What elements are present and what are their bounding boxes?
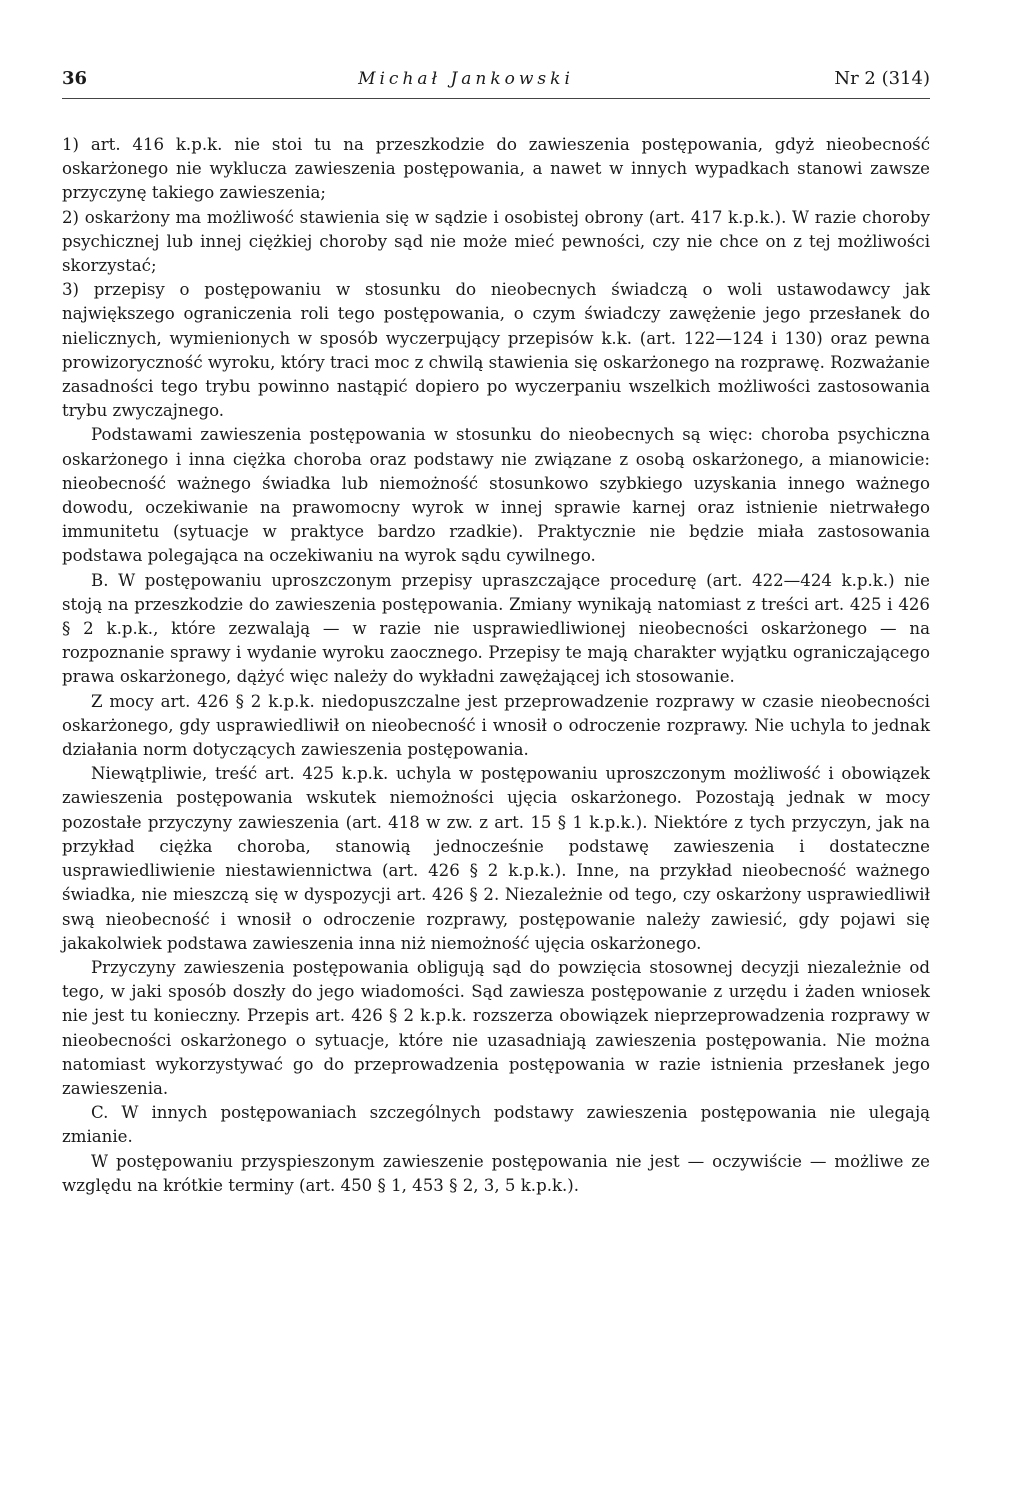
paragraph: Z mocy art. 426 § 2 k.p.k. niedopuszczalne jest przeprowadzenie rozprawy w czasie nieobecności oskarżonego, gdy usprawiedliwił on nieobecność i wnosił o odroczenie rozprawy. Nie uchyla to jednak działania norm dotyczących zawieszenia postępowania.	[62, 691, 930, 760]
page-header	[62, 68, 930, 96]
paragraph: B. W postępowaniu uproszczonym przepisy upraszczające procedurę (art. 422—424 k.p.k.) nie stoją na przeszkodzie do zawieszenia postępowania. Zmiany wynikają natomiast z treści art. 425 i 426 § 2 k.p.k., które zezwalają — w razie nie usprawiedliwionej nieobecności oskarżonego — na rozpoznanie sprawy i wydanie wyroku zaocznego. Przepisy te mają charakter wyjątku ograniczającego prawa oskarżonego, dążyć więc należy do wykładni zawężającej ich stosowanie.	[62, 570, 930, 687]
paragraph: 2) oskarżony ma możliwość stawienia się w sądzie i osobistej obrony (art. 417 k.p.k.). W razie choroby psychicznej lub innej ciężkiej choroby sąd nie może mieć pewności, czy nie chce on z tej możliwości skorzystać;	[62, 207, 930, 276]
paragraph: 3) przepisy o postępowaniu w stosunku do nieobecnych świadczą o woli ustawodawcy jak największego ograniczenia roli tego postępowania, o czym świadczy zawężenie jego przesłanek do nielicznych, wymienionych w sposób wyczerpujący przepisów k.k. (art. 122—124 i 130) oraz pewna prowizoryczność wyroku, który traci moc z chwilą stawienia się oskarżonego na rozprawę. Rozważanie zasadności tego trybu powinno nastąpić dopiero po wyczerpaniu wszelkich możliwości zastosowania trybu zwyczajnego.	[62, 280, 930, 421]
header-rule	[62, 98, 930, 99]
article-body	[62, 133, 930, 1198]
paragraph: Podstawami zawieszenia postępowania w stosunku do nieobecnych są więc: choroba psychiczna oskarżonego i inna ciężka choroba oraz podstawy nie związane z osobą oskarżonego, a mianowicie: nieobecność ważnego świadka lub niemożność stosunkowo szybkiego uzyskania innego ważnego dowodu, oczekiwanie na prawomocny wyrok w innej sprawie karnej oraz istnienie nietrwałego immunitetu (sytuacje w praktyce bardzo rzadkie). Praktycznie nie będzie miała zastosowania podstawa polegająca na oczekiwaniu na wyrok sądu cywilnego.	[62, 425, 930, 566]
page-number: 36	[62, 68, 88, 89]
running-head-author: Michał Jankowski	[358, 69, 574, 89]
document-page	[62, 68, 930, 1198]
paragraph: W postępowaniu przyspieszonym zawieszenie postępowania nie jest — oczywiście — możliwe ze względu na krótkie terminy (art. 450 § 1, 453 § 2, 3, 5 k.p.k.).	[62, 1151, 930, 1195]
paragraph: Niewątpliwie, treść art. 425 k.p.k. uchyla w postępowaniu uproszczonym możliwość i obowiązek zawieszenia postępowania wskutek niemożności ujęcia oskarżonego. Pozostają jednak w mocy pozostałe przyczyny zawieszenia (art. 418 w zw. z art. 15 § 1 k.p.k.). Niektóre z tych przyczyn, jak na przykład ciężka choroba, stanowią jednocześnie podstawę zawieszenia i dostateczne usprawiedliwienie niestawiennictwa (art. 426 § 2 k.p.k.). Inne, na przykład nieobecność ważnego świadka, nie mieszczą się w dyspozycji art. 426 § 2. Niezależnie od tego, czy oskarżony usprawiedliwił swą nieobecność i wnosił o odroczenie rozprawy, postępowanie należy zawiesić, gdy pojawi się jakakolwiek podstawa zawieszenia inna niż niemożność ujęcia oskarżonego.	[62, 764, 930, 953]
issue-number: Nr 2 (314)	[834, 68, 930, 89]
paragraph: 1) art. 416 k.p.k. nie stoi tu na przeszkodzie do zawieszenia postępowania, gdyż nieobecność oskarżonego nie wyklucza zawieszenia postępowania, a nawet w innych wypadkach stanowi zawsze przyczynę takiego zawieszenia;	[62, 135, 930, 203]
paragraph: Przyczyny zawieszenia postępowania obligują sąd do powzięcia stosownej decyzji niezależnie od tego, w jaki sposób doszły do jego wiadomości. Sąd zawiesza postępowanie z urzędu i żaden wniosek nie jest tu konieczny. Przepis art. 426 § 2 k.p.k. rozszerza obowiązek nieprzeprowadzenia rozprawy w nieobecności oskarżonego o sytuacje, które nie uzasadniają zawieszenia postępowania. Nie można natomiast wykorzystywać go do przeprowadzenia postępowania w razie istnienia przesłanek jego zawieszenia.	[62, 957, 930, 1098]
paragraph: C. W innych postępowaniach szczególnych podstawy zawieszenia postępowania nie ulegają zmianie.	[62, 1103, 930, 1147]
